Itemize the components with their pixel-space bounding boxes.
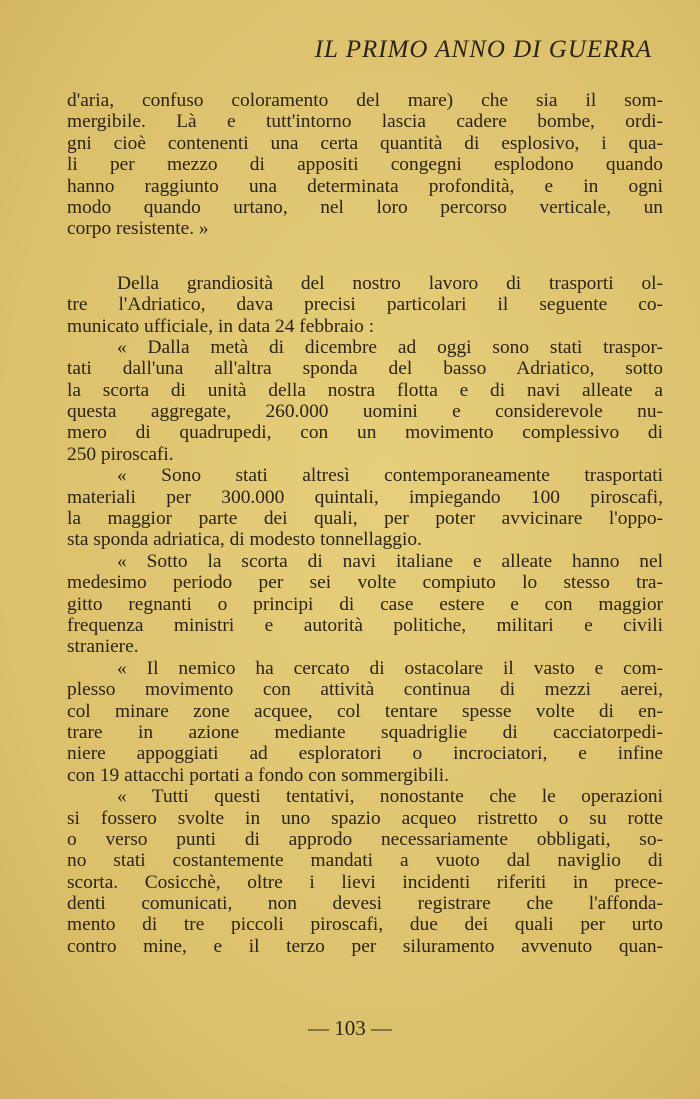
text-line: corpo resistente. » (67, 218, 209, 240)
text-line: questa aggregate, 260.000 uomini e considerevole nu- (67, 401, 663, 423)
text-line: contro mine, e il terzo per siluramento avvenuto quan- (67, 935, 663, 957)
running-title: IL PRIMO ANNO DI GUERRA (314, 36, 652, 63)
paragraph (67, 337, 663, 465)
text-line: 250 piroscafi. (67, 443, 174, 465)
paragraph (67, 786, 663, 957)
text-line: « Il nemico ha cercato di ostacolare il vasto e com- (117, 657, 663, 679)
text-line: d'aria, confuso coloramento del mare) che sia il som- (67, 90, 663, 111)
text-line: la maggior parte dei quali, per poter avvicinare l'oppo- (67, 508, 663, 530)
text-line: o verso punti di approdo necessariamente obbligati, so- (67, 828, 663, 850)
text-line: municato ufficiale, in data 24 febbraio : (67, 315, 375, 337)
text-line: niere appoggiati ad esploratori o incrociatori, e infine (67, 743, 663, 765)
text-line: con 19 attacchi portati a fondo con sommergibili. (67, 764, 449, 786)
paragraph (67, 90, 663, 240)
text-line: sta sponda adriatica, di modesto tonnellaggio. (67, 529, 422, 551)
text-line: la scorta di unità della nostra flotta e di navi alleate a (67, 379, 663, 401)
text-line: modo quando urtano, nel loro percorso verticale, un (67, 196, 663, 218)
text-line: mento di tre piccoli piroscafi, due dei quali per urto (67, 914, 663, 936)
text-line: medesimo periodo per sei volte compiuto lo stesso tra- (67, 572, 663, 594)
text-line: « Sono stati altresì contemporaneamente trasportati (117, 465, 663, 487)
text-line: li per mezzo di appositi congegni esplodono quando (67, 154, 663, 176)
text-line: « Tutti questi tentativi, nonostante che le operazioni (117, 786, 663, 808)
text-line: straniere. (67, 636, 139, 658)
text-line: « Dalla metà di dicembre ad oggi sono stati traspor- (117, 336, 663, 358)
text-line: tre l'Adriatico, dava precisi particolari il seguente co- (67, 294, 663, 316)
paragraph-gap (67, 240, 663, 273)
text-line: « Sotto la scorta di navi italiane e alleate hanno nel (117, 550, 663, 572)
paragraph (67, 273, 663, 337)
text-line: trare in azione mediante squadriglie di cacciatorpedi- (67, 721, 663, 743)
text-line: no stati costantemente mandati a vuoto dal naviglio di (67, 850, 663, 872)
text-line: hanno raggiunto una determinata profondità, e in ogni (67, 175, 663, 197)
text-line: gitto regnanti o principi di case estere e con maggior (67, 593, 663, 615)
text-line: col minare zone acquee, col tentare spesse volte di en- (67, 700, 663, 722)
text-line: gni cioè contenenti una certa quantità di esplosivo, i qua- (67, 132, 663, 154)
paragraph (67, 551, 663, 658)
text-line: plesso movimento con attività continua di mezzi aerei, (67, 679, 663, 701)
text-line: mero di quadrupedi, con un movimento complessivo di (67, 422, 663, 444)
body-text (67, 90, 663, 957)
text-line: tati dall'una all'altra sponda del basso Adriatico, sotto (67, 358, 663, 380)
text-line: scorta. Cosicchè, oltre i lievi incidenti riferiti in prece- (67, 871, 663, 893)
paragraph (67, 465, 663, 551)
paragraph (67, 658, 663, 786)
text-line: Della grandiosità del nostro lavoro di trasporti ol- (117, 272, 663, 294)
page-number: — 103 — (308, 1016, 392, 1040)
text-line: mergibile. Là e tutt'intorno lascia cadere bombe, ordi- (67, 111, 663, 133)
text-line: frequenza ministri e autorità politiche, militari e civili (67, 614, 663, 636)
text-line: denti comunicati, non devesi registrare che l'affonda- (67, 893, 663, 915)
text-line: si fossero svolte in uno spazio acqueo ristretto o su rotte (67, 807, 663, 829)
text-line: materiali per 300.000 quintali, impiegando 100 piroscafi, (67, 486, 663, 508)
